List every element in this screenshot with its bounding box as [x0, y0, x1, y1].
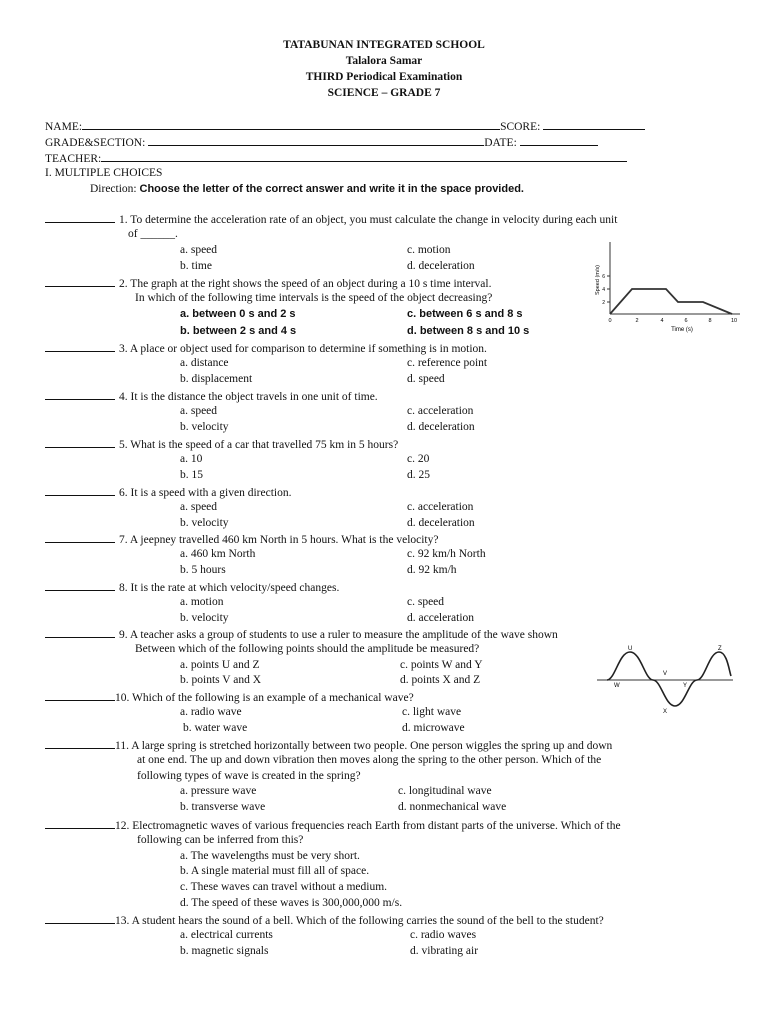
option: a. speed	[180, 501, 218, 513]
section-title: I. MULTIPLE CHOICES	[45, 167, 163, 179]
option: d. nonmechanical wave	[398, 801, 507, 813]
direction-label: Direction:	[90, 183, 137, 195]
x-tick-label: 8	[708, 318, 712, 324]
name-line[interactable]	[82, 118, 500, 130]
answer-blank[interactable]	[45, 275, 115, 287]
option: d. deceleration	[407, 421, 475, 433]
option: a. speed	[180, 405, 218, 417]
question-6	[45, 484, 725, 502]
question-11-cont2: following types of wave is created in the spring?	[137, 770, 361, 782]
option: c. 92 km/h North	[407, 548, 486, 560]
option: c. between 6 s and 8 s	[407, 308, 523, 320]
option: c. motion	[407, 244, 451, 256]
option: a. points U and Z	[180, 659, 260, 671]
option: b. displacement	[180, 373, 253, 385]
x-tick-label: 6	[684, 318, 688, 324]
date-label: DATE:	[484, 137, 517, 149]
graph-y-label: Speed (m/s)	[595, 265, 601, 295]
graph-x-label: Time (s)	[671, 327, 693, 333]
question-1	[45, 211, 725, 229]
option: c. speed	[407, 596, 445, 608]
answer-blank[interactable]	[45, 737, 115, 749]
answer-blank[interactable]	[45, 484, 115, 496]
score-label: SCORE:	[500, 121, 541, 133]
answer-blank[interactable]	[45, 579, 115, 591]
question-12-cont: following can be inferred from this?	[137, 834, 304, 846]
question-2-cont: In which of the following time intervals is the speed of the object decreasing?	[135, 292, 493, 304]
option: a. The wavelengths must be very short.	[180, 850, 360, 862]
option: d. deceleration	[407, 517, 475, 529]
question-text: 5. What is the speed of a car that travelled 75 km in 5 hours?	[119, 439, 399, 451]
option: b. velocity	[180, 517, 229, 529]
option: c. points W and Y	[400, 659, 483, 671]
question-11-cont: at one end. The up and down vibration then moves along the spring to the other person. Which of the	[137, 754, 602, 766]
teacher-label: TEACHER:	[45, 153, 102, 165]
question-1-cont: of ______.	[128, 228, 178, 240]
x-tick-label: 10	[730, 318, 738, 324]
teacher-line[interactable]	[101, 150, 627, 162]
point-label-v: V	[663, 671, 668, 677]
option: b. time	[180, 260, 212, 272]
option: a. radio wave	[180, 706, 242, 718]
question-text: 3. A place or object used for comparison to determine if something is in motion.	[119, 343, 487, 355]
option: b. 15	[180, 469, 203, 481]
option: a. 10	[180, 453, 203, 465]
option: c. acceleration	[407, 405, 474, 417]
question-5	[45, 436, 725, 454]
option: b. velocity	[180, 421, 229, 433]
name-label: NAME:	[45, 121, 83, 133]
x-tick-label: 2	[635, 318, 639, 324]
option: a. electrical currents	[180, 929, 273, 941]
question-10	[45, 689, 725, 707]
option: d. speed	[407, 373, 445, 385]
point-label-w: W	[614, 683, 620, 689]
y-tick-label: 2	[602, 300, 605, 306]
option: c. 20	[407, 453, 430, 465]
option: a. between 0 s and 2 s	[180, 308, 296, 320]
grade-section-line[interactable]	[148, 134, 484, 146]
answer-blank[interactable]	[45, 531, 115, 543]
option: b. velocity	[180, 612, 229, 624]
point-label-x: X	[663, 709, 668, 714]
grade-section-label: GRADE&SECTION:	[45, 137, 146, 149]
answer-blank[interactable]	[45, 912, 115, 924]
option: d. 25	[407, 469, 430, 481]
option: d. acceleration	[407, 612, 475, 624]
option: a. speed	[180, 244, 218, 256]
option: c. acceleration	[407, 501, 474, 513]
exam-title: THIRD Periodical Examination	[305, 71, 463, 83]
answer-blank[interactable]	[45, 817, 115, 829]
school-name: TATABUNAN INTEGRATED SCHOOL	[283, 39, 485, 51]
answer-blank[interactable]	[45, 689, 115, 701]
point-label-y: Y	[683, 683, 688, 689]
option: b. magnetic signals	[180, 945, 269, 957]
question-text: 4. It is the distance the object travels in one unit of time.	[119, 391, 378, 403]
option: b. water wave	[183, 722, 248, 734]
teacher-field[interactable]	[45, 150, 627, 168]
grade-section-field[interactable]	[45, 134, 598, 152]
question-text: 13. A student hears the sound of a bell. Which of the following carries the sound of the bell to the student?	[115, 915, 604, 927]
option: c. radio waves	[410, 929, 477, 941]
question-9-cont: Between which of the following points should the amplitude be measured?	[135, 643, 480, 655]
point-label-u: U	[628, 646, 633, 652]
question-8	[45, 579, 725, 597]
name-field[interactable]	[45, 118, 645, 136]
y-tick-label: 6	[602, 274, 605, 280]
option: d. deceleration	[407, 260, 475, 272]
question-4	[45, 388, 725, 406]
question-11	[45, 737, 725, 755]
option: d. points X and Z	[400, 674, 481, 686]
question-text: 10. Which of the following is an example of a mechanical wave?	[115, 692, 414, 704]
option: d. microwave	[402, 722, 465, 734]
x-tick-label: 4	[660, 318, 664, 324]
question-9	[45, 626, 725, 644]
option: b. 5 hours	[180, 564, 226, 576]
option: c. These waves can travel without a medium.	[180, 881, 388, 893]
question-13	[45, 912, 725, 930]
question-12	[45, 817, 725, 835]
option: b. A single material must fill all of space.	[180, 865, 370, 877]
option: a. 460 km North	[180, 548, 256, 560]
option: c. longitudinal wave	[398, 785, 492, 797]
question-text: 6. It is a speed with a given direction.	[119, 487, 292, 499]
question-text: 8. It is the rate at which velocity/speed changes.	[119, 582, 340, 594]
direction-text: Choose the letter of the correct answer and write it in the space provided.	[139, 183, 524, 195]
option: c. light wave	[402, 706, 462, 718]
option: a. motion	[180, 596, 224, 608]
direction	[90, 182, 524, 198]
y-tick-label: 4	[602, 287, 605, 293]
question-text: 2. The graph at the right shows the speed of an object during a 10 s time interval.	[119, 278, 492, 290]
point-label-z: Z	[718, 646, 722, 652]
speed-line	[610, 289, 732, 314]
option: b. transverse wave	[180, 801, 266, 813]
option: b. points V and X	[180, 674, 262, 686]
answer-blank[interactable]	[45, 436, 115, 448]
speed-time-graph	[592, 236, 744, 336]
answer-blank[interactable]	[45, 340, 115, 352]
answer-blank[interactable]	[45, 388, 115, 400]
question-3	[45, 340, 725, 358]
option: d. The speed of these waves is 300,000,000 m/s.	[180, 897, 403, 909]
answer-blank[interactable]	[45, 211, 115, 223]
question-text: 7. A jeepney travelled 460 km North in 5 hours. What is the velocity?	[119, 534, 439, 546]
option: b. between 2 s and 4 s	[180, 325, 297, 337]
option: a. pressure wave	[180, 785, 257, 797]
question-7	[45, 531, 725, 549]
subject-title: SCIENCE – GRADE 7	[327, 87, 441, 99]
option: a. distance	[180, 357, 229, 369]
option: d. 92 km/h	[407, 564, 457, 576]
answer-blank[interactable]	[45, 626, 115, 638]
option: c. reference point	[407, 357, 488, 369]
x-tick-label: 0	[608, 318, 612, 324]
date-line[interactable]	[520, 134, 598, 146]
question-text: 9. A teacher asks a group of students to use a ruler to measure the amplitude of the wave shown	[119, 629, 558, 641]
question-text: 1. To determine the acceleration rate of an object, you must calculate the change in velocity during each unit	[119, 214, 618, 226]
school-location: Talalora Samar	[345, 55, 423, 67]
option: d. vibrating air	[410, 945, 479, 957]
question-text: 11. A large spring is stretched horizontally between two people. One person wiggles the spring up and down	[115, 740, 613, 752]
question-text: 12. Electromagnetic waves of various frequencies reach Earth from distant parts of the universe. Which of the	[115, 820, 621, 832]
score-line[interactable]	[543, 118, 645, 130]
option: d. between 8 s and 10 s	[407, 325, 530, 337]
